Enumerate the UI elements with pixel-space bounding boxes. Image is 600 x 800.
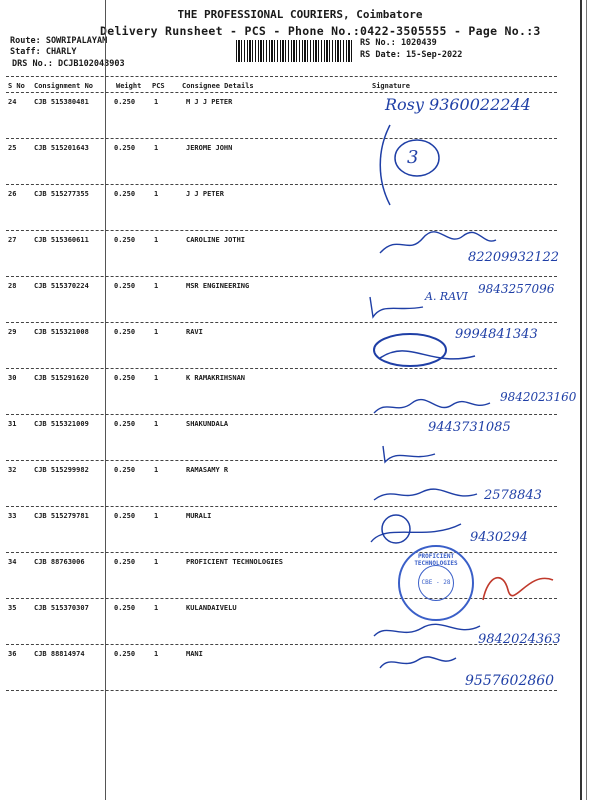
row-consignment-no: CJB 515380481 xyxy=(34,98,89,106)
col-consignee: Consignee Details xyxy=(182,82,254,90)
row-sno: 33 xyxy=(8,512,17,520)
row-consignee: SHAKUNDALA xyxy=(186,420,229,428)
row-sno: 35 xyxy=(8,604,17,612)
rs-number: RS No.: 1020439 xyxy=(360,38,437,48)
row-consignee: RAMASAMY R xyxy=(186,466,229,474)
row-consignment-no: CJB 515299982 xyxy=(34,466,89,474)
row-pcs: 1 xyxy=(154,374,159,382)
row-sno: 31 xyxy=(8,420,17,428)
row-consignment-no: CJB 515370307 xyxy=(34,604,89,612)
col-consignment: Consignment No xyxy=(34,82,94,90)
staff-label: Staff: CHARLY xyxy=(10,47,77,57)
row-consignment-no: CJB 515321009 xyxy=(34,420,89,428)
row-weight: 0.250 xyxy=(114,328,136,336)
row-pcs: 1 xyxy=(154,236,159,244)
row-consignee: M J J PETER xyxy=(186,98,233,106)
row-consignment-no: CJB 515279781 xyxy=(34,512,89,520)
row-pcs: 1 xyxy=(154,604,159,612)
signature-33: 9430294 xyxy=(470,530,528,545)
row-consignment-no: CJB 88763006 xyxy=(34,558,85,566)
row-weight: 0.250 xyxy=(114,558,136,566)
row-separator xyxy=(6,644,557,645)
signature-24: Rosy 9360022244 xyxy=(385,95,531,114)
row-weight: 0.250 xyxy=(114,512,136,520)
row-consignee: MSR ENGINEERING xyxy=(186,282,250,290)
signature-34-scrawl xyxy=(478,565,558,605)
row-pcs: 1 xyxy=(154,282,159,290)
row-weight: 0.250 xyxy=(114,144,136,152)
row-sno: 36 xyxy=(8,650,17,658)
signature-32: 2578843 xyxy=(484,488,542,503)
runsheet-subtitle: Delivery Runsheet - PCS - Phone No.:0422-3505555 - Page No.:3 xyxy=(100,24,541,38)
row-pcs: 1 xyxy=(154,466,159,474)
signature-32-scrawl xyxy=(372,484,482,506)
row-pcs: 1 xyxy=(154,420,159,428)
row-pcs: 1 xyxy=(154,328,159,336)
signature-28-name: A. RAVI xyxy=(425,290,468,303)
row-consignment-no: CJB 515360611 xyxy=(34,236,89,244)
barcode xyxy=(236,40,354,62)
row-consignee: JEROME JOHN xyxy=(186,144,233,152)
col-weight: Weight xyxy=(116,82,142,90)
row-separator xyxy=(6,184,557,185)
drs-number: DRS No.: DCJB102043903 xyxy=(12,59,125,69)
signature-35-scrawl xyxy=(372,618,482,644)
row-weight: 0.250 xyxy=(114,604,136,612)
route-label: Route: SOWRIPALAYAM xyxy=(10,36,108,46)
signature-31: 9443731085 xyxy=(428,420,511,435)
page-edge-line xyxy=(586,0,587,800)
signature-25: 3 xyxy=(407,147,419,168)
row-sno: 24 xyxy=(8,98,17,106)
row-weight: 0.250 xyxy=(114,420,136,428)
row-pcs: 1 xyxy=(154,558,159,566)
row-weight: 0.250 xyxy=(114,466,136,474)
signature-27: 82209932122 xyxy=(468,250,559,265)
row-consignee: K RAMAKRIHSNAN xyxy=(186,374,246,382)
row-pcs: 1 xyxy=(154,190,159,198)
row-consignment-no: CJB 515277355 xyxy=(34,190,89,198)
col-pcs: PCS xyxy=(152,82,165,90)
row-separator xyxy=(6,690,557,691)
row-sno: 27 xyxy=(8,236,17,244)
row-consignee: KULANDAIVELU xyxy=(186,604,237,612)
signature-35: 9842024363 xyxy=(478,632,561,647)
row-separator xyxy=(6,460,557,461)
row-weight: 0.250 xyxy=(114,282,136,290)
row-weight: 0.250 xyxy=(114,98,136,106)
row-sno: 25 xyxy=(8,144,17,152)
row-separator xyxy=(6,552,557,553)
signature-36-scrawl xyxy=(378,652,458,674)
header-rule xyxy=(6,92,557,93)
column-divider xyxy=(105,0,106,800)
row-consignment-no: CJB 515201643 xyxy=(34,144,89,152)
row-sno: 32 xyxy=(8,466,17,474)
row-weight: 0.250 xyxy=(114,374,136,382)
row-separator xyxy=(6,506,557,507)
row-separator xyxy=(6,598,557,599)
row-consignment-no: CJB 515370224 xyxy=(34,282,89,290)
row-weight: 0.250 xyxy=(114,650,136,658)
row-separator xyxy=(6,276,557,277)
signature-29: 9994841343 xyxy=(455,327,538,342)
row-pcs: 1 xyxy=(154,144,159,152)
signature-28: 9843257096 xyxy=(478,282,555,296)
row-sno: 34 xyxy=(8,558,17,566)
row-consignee: J J PETER xyxy=(186,190,224,198)
company-title: THE PROFESSIONAL COURIERS, Coimbatore xyxy=(177,8,423,21)
row-consignment-no: CJB 515291620 xyxy=(34,374,89,382)
row-consignee: PROFICIENT TECHNOLOGIES xyxy=(186,558,283,566)
row-consignee: RAVI xyxy=(186,328,203,336)
row-sno: 28 xyxy=(8,282,17,290)
row-consignment-no: CJB 515321008 xyxy=(34,328,89,336)
row-sno: 30 xyxy=(8,374,17,382)
row-consignee: MANI xyxy=(186,650,203,658)
row-pcs: 1 xyxy=(154,98,159,106)
page-edge-line xyxy=(580,0,582,800)
row-weight: 0.250 xyxy=(114,190,136,198)
row-pcs: 1 xyxy=(154,512,159,520)
row-weight: 0.250 xyxy=(114,236,136,244)
row-pcs: 1 xyxy=(154,650,159,658)
col-sno: S No xyxy=(8,82,25,90)
signature-31-scrawl xyxy=(380,440,440,466)
col-signature: Signature xyxy=(372,82,410,90)
row-separator xyxy=(6,322,557,323)
row-consignee: CAROLINE JOTHI xyxy=(186,236,246,244)
rs-date: RS Date: 15-Sep-2022 xyxy=(360,50,463,60)
signature-33-scrawl xyxy=(366,512,466,546)
row-consignee: MURALI xyxy=(186,512,212,520)
company-stamp: PROFICIENT TECHNOLOGIES CBE - 28 xyxy=(398,545,474,621)
signature-30-scrawl xyxy=(372,395,492,419)
row-separator xyxy=(6,138,557,139)
row-sno: 29 xyxy=(8,328,17,336)
header-rule xyxy=(6,76,557,77)
signature-36: 9557602860 xyxy=(465,673,555,689)
signature-28-scrawl xyxy=(368,292,428,322)
row-sno: 26 xyxy=(8,190,17,198)
signature-30: 9842023160 xyxy=(500,390,577,404)
row-consignment-no: CJB 88814974 xyxy=(34,650,85,658)
